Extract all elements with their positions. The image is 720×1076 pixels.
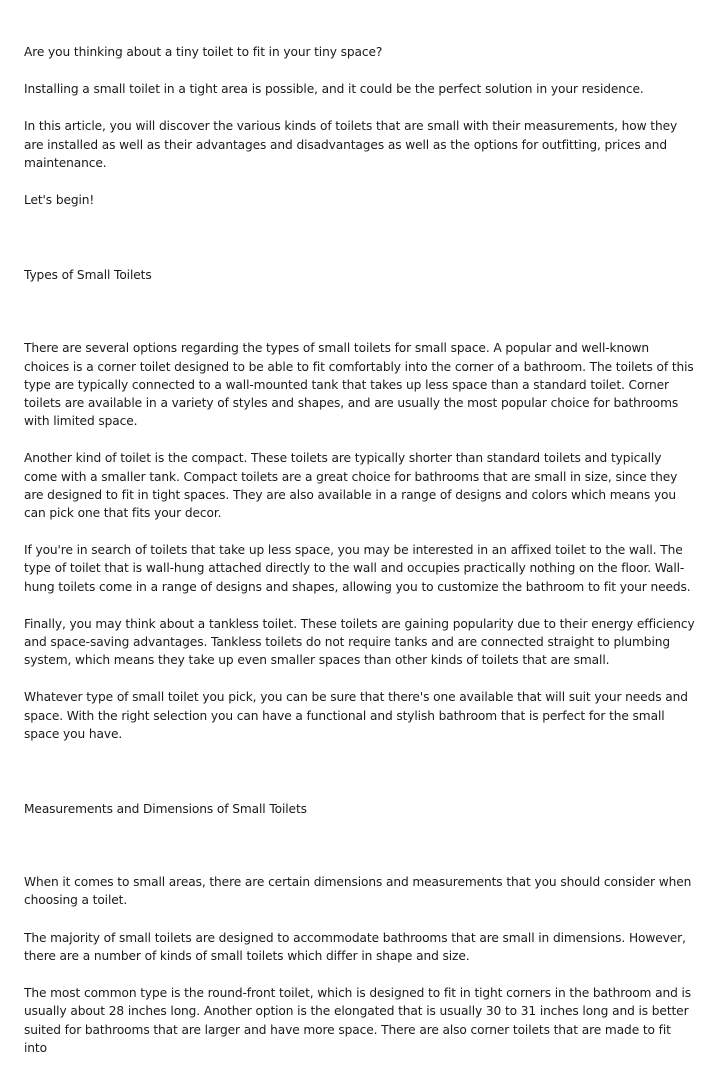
- section-spacer: [24, 818, 696, 873]
- paragraph-corner-toilets: There are several options regarding the types of small toilets for small space. A popular and well-known choices is a corner toilet designed to be able to fit comfortably into the corner of a bathroom. The toilets of this type are typically connected to a wall-mounted tank that takes up less space than a standard toilet. Corner toilets are available in a variety of styles and shapes, and are usually the most popular choice for bathrooms with limited space.: [24, 341, 694, 429]
- intro-lets-begin: Let's begin!: [24, 193, 95, 208]
- section-spacer: [24, 228, 696, 266]
- section-heading-types: Types of Small Toilets: [24, 268, 152, 283]
- article-body: [24, 43, 696, 1076]
- paragraph-measurements-intro: When it comes to small areas, there are certain dimensions and measurements that you should consider when choosing a toilet.: [24, 875, 692, 908]
- section-spacer: [24, 284, 696, 339]
- paragraph-wall-hung-toilets: If you're in search of toilets that take up less space, you may be interested in an affixed toilet to the wall. The type of toilet that is wall-hung attached directly to the wall and occupies practically nothing on the floor. Wall-hung toilets come in a range of designs and shapes, allowing you to customize the bathroom to fit your needs.: [24, 543, 691, 594]
- paragraph-measurements-types: The most common type is the round-front toilet, which is designed to fit in tight corners in the bathroom and is usually about 28 inches long. Another option is the elongated that is usually 30 to 31 inches long and is better suited for bathrooms that are larger and have more space. There are also corner toilets that are made to fit into: [24, 986, 692, 1055]
- section-heading-measurements: Measurements and Dimensions of Small Toilets: [24, 802, 307, 817]
- paragraph-compact-toilets: Another kind of toilet is the compact. These toilets are typically shorter than standard toilets and typically come with a smaller tank. Compact toilets are a great choice for bathrooms that are small in size, since they are designed to fit in tight spaces. They are also available in a range of designs and colors which means you can pick one that fits your decor.: [24, 451, 678, 521]
- section-spacer: [24, 762, 696, 800]
- paragraph-measurements-variety: The majority of small toilets are designed to accommodate bathrooms that are small in dimensions. However, there are a number of kinds of small toilets which differ in shape and size.: [24, 930, 686, 963]
- paragraph-types-summary: Whatever type of small toilet you pick, you can be sure that there's one available that will suit your needs and space. With the right selection you can have a functional and stylish bathroom that is perfect for the small space you have.: [24, 690, 688, 741]
- intro-paragraph: Installing a small toilet in a tight area is possible, and it could be the perfect solution in your residence.: [24, 82, 644, 97]
- intro-overview: In this article, you will discover the various kinds of toilets that are small with their measurements, how they are installed as well as their advantages and disadvantages as well as the options for outfitting, prices and maintenance.: [24, 119, 678, 170]
- paragraph-tankless-toilets: Finally, you may think about a tankless toilet. These toilets are gaining popularity due to their energy efficiency and space-saving advantages. Tankless toilets do not require tanks and are connected straight to plumbing system, which means they take up even smaller spaces than other kinds of toilets that are small.: [24, 616, 695, 668]
- intro-question: Are you thinking about a tiny toilet to fit in your tiny space?: [24, 45, 383, 59]
